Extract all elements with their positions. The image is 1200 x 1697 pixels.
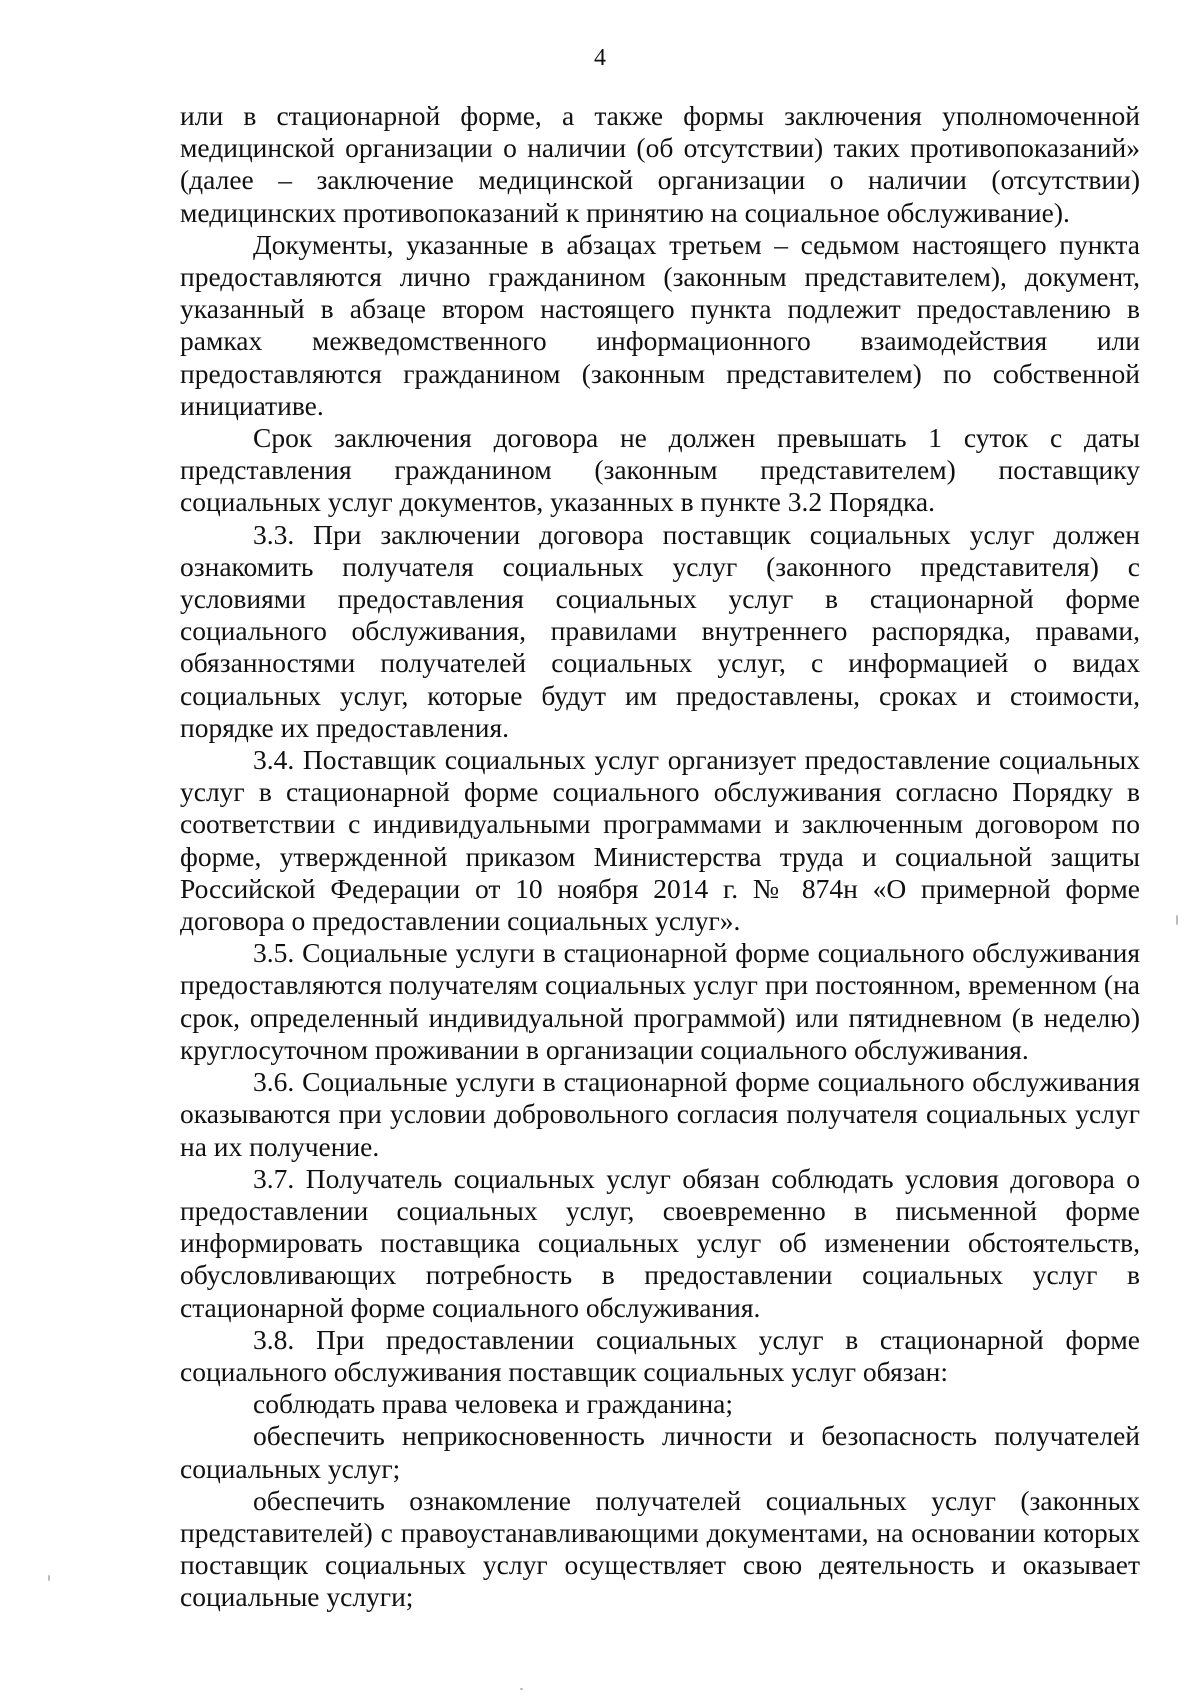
paragraph-item-3-4: 3.4. Поставщик социальных услуг организует предоставление социальных услуг в стационарной форме социального обслуживания согласно Порядку в соответствии с индивидуальными программами и заключенным договором по форме, утвержденной приказом Министерства труда и социальной защиты Российской Федерации от 10 ноября 2014 г. № 874н «О примерной форме договора о предоставлении социальных услуг». — [180, 744, 1140, 937]
paragraph-item-3-6: 3.6. Социальные услуги в стационарной форме социального обслуживания оказываются при условии добровольного согласия получателя социальных услуг на их получение. — [180, 1066, 1140, 1162]
scan-mark — [1176, 915, 1178, 925]
paragraph-documents: Документы, указанные в абзацах третьем – седьмом настоящего пункта предоставляются лично гражданином (законным представителем), документ, указанный в абзаце втором настоящего пункта подлежит предоставлению в рамках межведомственного информационного взаимодействия или предоставляются гражданином (законным представителем) по собственной инициативе. — [180, 228, 1140, 421]
scan-mark — [48, 1575, 50, 1581]
paragraph-duty-rights: соблюдать права человека и гражданина; — [253, 1388, 734, 1420]
paragraph-continuation: или в стационарной форме, а также формы заключения уполномоченной медицинской организации о наличии (об отсутствии) таких противопоказаний» (далее – заключение медицинской организации о наличии (отсутствии) медицинских противопоказаний к принятию на социальное обслуживание). — [180, 100, 1140, 228]
paragraph-term: Срок заключения договора не должен превышать 1 суток с даты представления гражданином (законным представителем) поставщику социальных услуг документов, указанных в пункте 3.2 Порядка. — [180, 422, 1140, 518]
paragraph-duty-acquaint: обеспечить ознакомление получателей социальных услуг (законных представителей) с правоустанавливающими документами, на основании которых поставщик социальных услуг осуществляет свою деятельность и оказывает социальные услуги; — [180, 1484, 1140, 1613]
page-number: 4 — [594, 45, 606, 71]
paragraph-item-3-8: 3.8. При предоставлении социальных услуг в стационарной форме социального обслуживания поставщик социальных услуг обязан: — [180, 1323, 1140, 1387]
paragraph-item-3-3: 3.3. При заключении договора поставщик социальных услуг должен ознакомить получателя социальных услуг (законного представителя) с условиями предоставления социальных услуг в стационарной форме социального обслуживания, правилами внутреннего распорядка, правами, обязанностями получателей социальных услуг, с информацией о видах социальных услуг, которые будут им предоставлены, сроках и стоимости, порядке их предоставления. — [180, 518, 1140, 743]
paragraph-item-3-7: 3.7. Получатель социальных услуг обязан соблюдать условия договора о предоставлении социальных услуг, своевременно в письменной форме информировать поставщика социальных услуг об изменении обстоятельств, обусловливающих потребность в предоставлении социальных услуг в стационарной форме социального обслуживания. — [180, 1162, 1140, 1323]
document-body — [180, 100, 1140, 1614]
scan-mark — [520, 1688, 523, 1690]
paragraph-item-3-5: 3.5. Социальные услуги в стационарной форме социального обслуживания предоставляются получателям социальных услуг при постоянном, временном (на срок, определенный индивидуальной программой) или пятидневном (в неделю) круглосуточном проживании в организации социального обслуживания. — [180, 937, 1140, 1065]
paragraph-duty-safety: обеспечить неприкосновенность личности и безопасность получателей социальных услуг; — [180, 1420, 1140, 1484]
